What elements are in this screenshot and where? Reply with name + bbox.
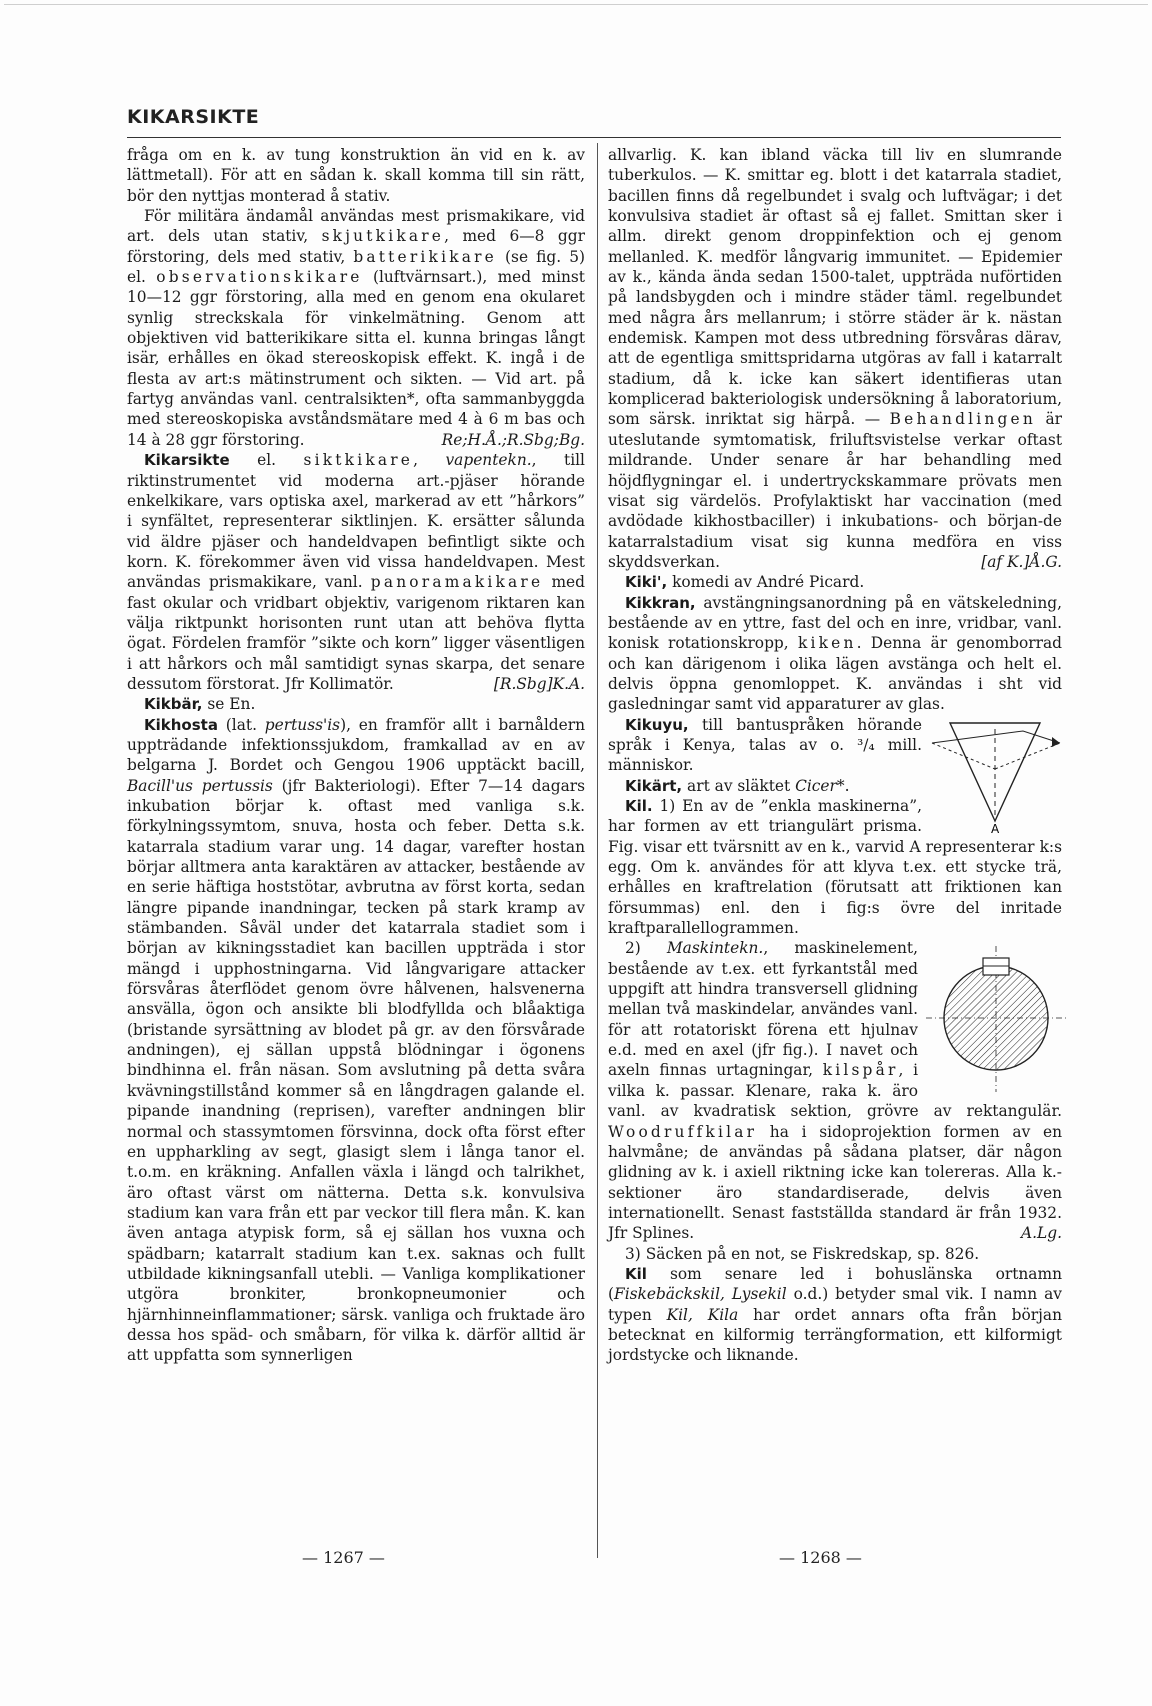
entry-kiki: Kiki', komedi av André Picard. <box>625 573 865 592</box>
headword: Kikuyu, <box>625 715 689 734</box>
headword: Kil. <box>625 797 653 815</box>
entry-kil-placename: Kil som senare led i bohuslänska ortnamn (Fiskebäckskil, Lysekil o.d.) betyder smal vik. I namn av typen Kil, Kila har ordet annars ofta från början betecknat en kilformig terrängformation, ett kilformigt jordstycke och liknande. <box>608 1264 1062 1365</box>
header-rule <box>127 137 1061 138</box>
author-signature: Re;H.Å.;R.Sbg;Bg. <box>441 430 585 449</box>
headword: Kikkran, <box>625 593 696 612</box>
headword: Kil <box>625 1264 647 1283</box>
entry-kil-2: 2) Maskintekn., maskinelement, bestående av t.ex. ett fyrkantstål med uppgift att hindra transversell glidning mellan två maskindelar, användes vanl. för att rotatoriskt förena ett hjulnav e.d. med en axel (jfr fig.). I navet och axeln finnas urtagningar, kilspår, i vilka k. passar. Klenare, raka k. äro vanl. av kvadratisk sektion, grövre av rektangulär. Woodruffkilar ha i sidoprojektion formen av en halvmåne; de användas på sådana platser, där någon glidning av k. i axiell riktning icke kan tolereras. Alla k.-sektioner äro standardiserade, delvis även internationellt. Senast fastställda standard är från 1932. Jfr Splines. A.Lg. <box>608 939 1062 1243</box>
page-number-left: — 1267 — <box>302 1548 385 1567</box>
entry-kil-3: 3) Säcken på en not, se Fiskredskap, sp. 826. <box>625 1244 980 1263</box>
paragraph-military: För militära ändamål användas mest prismakikare, vid art. dels utan stativ, skjutkikare, med 6—8 ggr förstoring, dels med stativ, batterikikare (se fig. 5) el. observationskikare (luftvärnsart.), med minst 10—12 ggr förstoring, alla med en genom ena okularet synlig streckskala för vinkelmätning. Genom att objektiven vid batterikikare sitta el. kunna bringas långt isär, erhålles en ökad stereoskopisk effekt. K. ingå i de flesta av art:s mätinstrument och sikten. — Vid art. på fartyg användas vanl. centralsikten*, ofta sammanbyggda med stereoskopiska avståndsmätare med 4 à 6 m bas och 14 à 28 ggr förstoring. Re;H.Å.;R.Sbg;Bg. <box>127 207 585 449</box>
paragraph-continuation: fråga om en k. av tung konstruktion än vid en k. av lättmetall). För att en sådan k. skall komma till sin rätt, bör den nyttjas monterad å stativ. <box>127 146 585 205</box>
running-head: KIKARSIKTE <box>127 106 260 128</box>
wedge-diagram-icon <box>928 717 1068 835</box>
entry-kikkran: Kikkran, avstängningsanordning på en vätskeledning, bestående av en yttre, fast del och en inre, vridbar, vanl. konisk rotationskropp, kiken. Denna är genomborrad och kan därigenom i olika lägen avstänga och helt el. delvis öppna genomloppet. K. användas i sht vid gasledningar samt vid apparaturer av glas. <box>608 593 1062 714</box>
entry-kil-1: Kil. 1) En av de ”enkla maskinerna”, har formen av ett triangulärt prisma. Fig. visar ett tvärsnitt av en k., varvid A representerar k:s egg. Om k. användes för att klyva t.ex. ett stycke trä, erhålles en kraftrelation (förutsatt att friktionen kan försummas) enl. den i fig:s övre del inritade kraftparallellogrammen. <box>608 797 1062 938</box>
left-column <box>127 145 585 1366</box>
wedge-label: A <box>991 821 1000 835</box>
headword: Kikhosta <box>144 715 218 734</box>
shaft-key-diagram-icon <box>926 942 1066 1096</box>
entry-kikarsikte: Kikarsikte el. siktkikare, vapentekn., till riktinstrumentet vid moderna art.-pjäser hörande enkelkikare, vars optiska axel, markerad av ett ”hårkors” i synfältet, representerar siktlinjen. K. ersätter sålunda vid äldre pjäser och handeldvapen befintligt sikte och korn. K. förekommer även vid vissa handeldvapen. Mest användas prismakikare, vanl. panoramakikare med fast okular och vridbart objektiv, varigenom riktaren kan välja riktpunkt horisonten runt utan att behöva flytta ögat. Fördelen framför ”sikte och korn” ligger väsentligen i att hårkors och mål samtidigt synas skarpa, det senare dessutom förstorat. Jfr Kollimatör. [R.Sbg]K.A. <box>127 451 586 693</box>
headword: Kikärt, <box>625 776 683 795</box>
entry-kikbar: Kikbär, se En. <box>144 695 256 714</box>
page-number-right: — 1268 — <box>779 1548 862 1567</box>
right-column <box>608 145 1062 1366</box>
entry-kikuyu: Kikuyu, till bantuspråken hörande språk i Kenya, talas av o. ³/₄ mill. människor. <box>608 715 922 775</box>
author-signature: A.Lg. <box>1021 1224 1062 1243</box>
entry-kikart: Kikärt, art av släktet Cicer*. <box>625 776 850 795</box>
entry-kikhosta: Kikhosta (lat. pertuss'is), en framför allt i barnåldern uppträdande infektionssjukdom, framkallad av en av belgarna J. Bordet och Gengou 1906 upptäckt bacill, Bacill'us pertussis (jfr Bakteriologi). Efter 7—14 dagars inkubation börjar k. oftast med vanliga s.k. förkylningssymtom, snuva, hosta och feber. Detta s.k. katarrala stadium varar ung. 14 dagar, varefter hostan börjar alltmera anta karaktären av attacker, bestående av en serie häftiga hoststötar, avbrutna av först korta, sedan längre pipande inandningar, tecken på stark kramp av stämbanden. Såväl under det katarrala stadiet som i början av kikningsstadiet kan bacillen uppträda i stor mängd i upphostningarna. Vid långvarigare attacker försvåras återflödet genom övre hålvenen, halsvenerna ansvälla, ögon och ansikte bli blodfyllda och blåaktiga (bristande syrsättning av blodet på gr. av den försvårade andningen), ej sällan uppstå blödningar i ögonens bindhinna el. från näsan. Som avslutning på detta svåra kvävningstillstånd kommer så en långdragen galande el. pipande inandning (reprisen), varefter andningen blir normal och stassymtomen försvinna, dock ofta först efter en uppharkling av segt, glasigt slem i långa tanor el. t.o.m. en kräkning. Anfallen växla i längd och talrikhet, äro oftast värst om nätterna. Detta s.k. konvulsiva stadium kan vara från ett par veckor till flera mån. K. kan även antaga atypisk form, så ej sällan hos vuxna och spädbarn; katarralt stadium kan t.ex. saknas och fullt utbildade kikningsanfall utebli. — Vanliga komplikationer utgöra bronkiter, bronkopneumonier och hjärnhinneinflammationer; särsk. vanliga och fruktade äro dessa hos späd- och småbarn, för vilka k. därför alltid är att uppfatta som synnerligen <box>127 715 586 1365</box>
author-signature: [af K.]Å.G. <box>981 552 1062 571</box>
column-divider <box>597 143 598 1558</box>
headword: Kiki', <box>625 573 668 592</box>
author-signature: [R.Sbg]K.A. <box>493 674 585 693</box>
headword: Kikarsikte <box>144 451 230 470</box>
headword: Kikbär, <box>144 695 203 714</box>
paragraph-kikhosta-continued: allvarlig. K. kan ibland väcka till liv en slumrande tuberkulos. — K. smittar eg. blott i det katarrala stadiet, bacillen finns då regelbundet i svalg och luftvägar; i det konvulsiva stadiet är oftast så ej fallet. Smittan sker i allm. direkt genom droppinfektion och ej genom mellanled. K. medför långvarig immunitet. — Epidemier av k., kända ända sedan 1500-talet, uppträda nuförtiden på landsbygden och i mindre städer täml. regelbundet med några års mellanrum; i större städer är k. nästan endemisk. Kampen mot dess utbredning försvåras därav, att de egentliga smittspridarna utgöras av fall i katarralt stadium, då k. icke kan säkert identifieras utan komplicerad bakteriologisk undersökning å laboratorium, som särsk. inriktat sig härpå. — Behandlingen är uteslutande symtomatisk, friluftsvistelse verkar oftast mildrande. Under senare år har behandling med höjdflygningar el. i undertryckskammare prövats men visat sig värdelös. Profylaktiskt har vaccination (med avdödade kikhostbaciller) i inkubations- och början-de katarralstadium visat sig kunna medföra en viss skyddsverkan. [af K.]Å.G. <box>608 146 1062 571</box>
